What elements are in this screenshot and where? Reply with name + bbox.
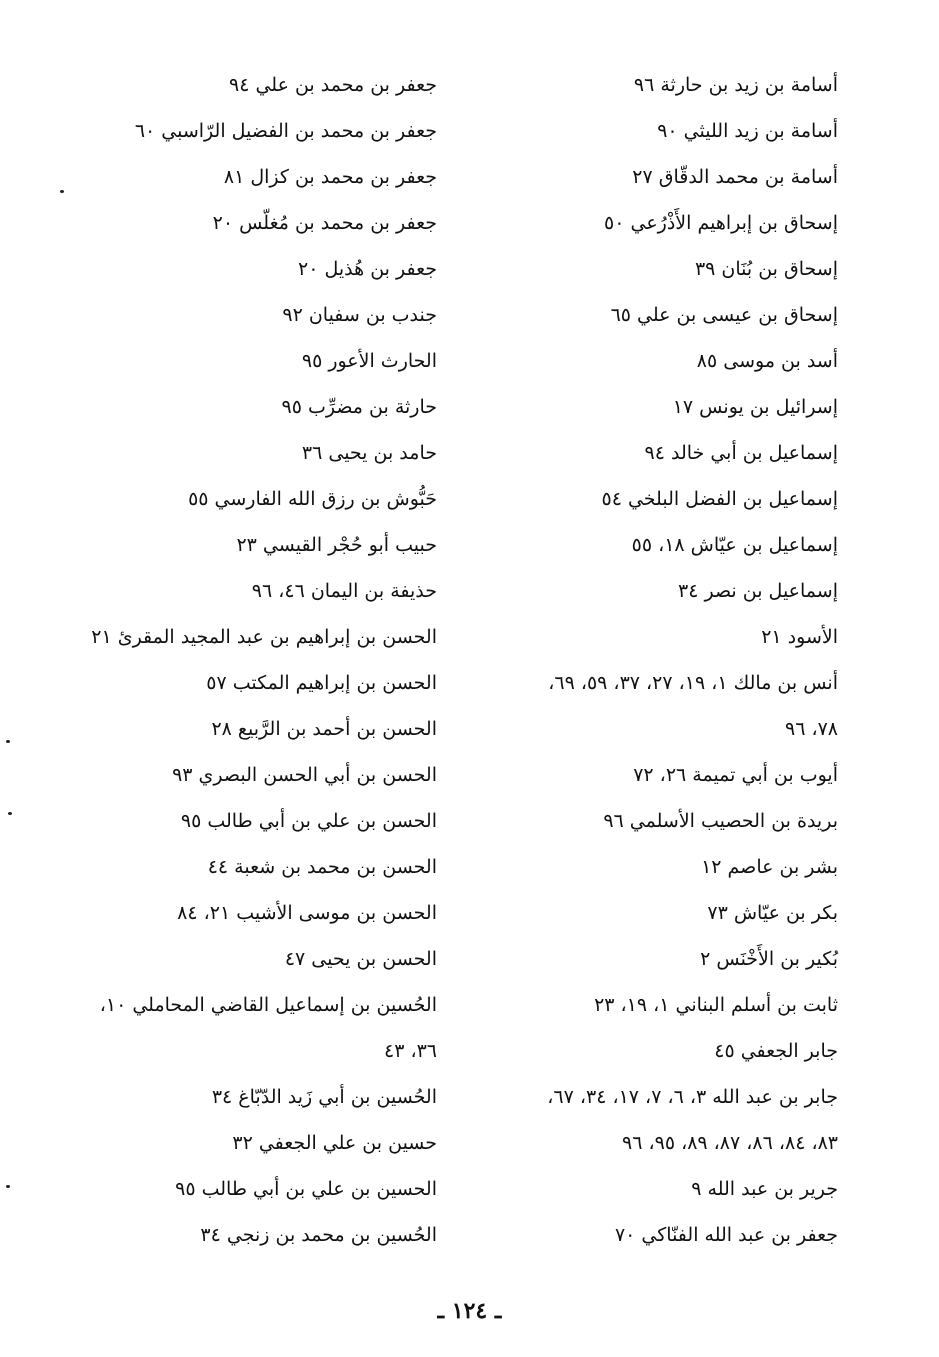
index-column-right bbox=[493, 62, 838, 1258]
index-entry: إسحاق بن بُنَان ٣٩ bbox=[694, 258, 838, 280]
index-entry: ٣٦، ٤٣ bbox=[383, 1040, 437, 1062]
index-entry: إسحاق بن إبراهيم الأَذْرُعي ٥٠ bbox=[604, 212, 838, 234]
index-entry: الحسن بن إبراهيم بن عبد المجيد المقرئ ٢١ bbox=[91, 626, 437, 648]
index-entry: الحسن بن أحمد بن الرَّبيع ٢٨ bbox=[211, 718, 437, 740]
margin-speck bbox=[6, 1185, 10, 1188]
index-entry: جعفر بن محمد بن كزال ٨١ bbox=[223, 166, 437, 188]
index-entry: الحسن بن محمد بن شعبة ٤٤ bbox=[207, 856, 437, 878]
index-entry: إسماعيل بن نصر ٣٤ bbox=[678, 580, 838, 602]
index-entry: أسامة بن زيد بن حارثة ٩٦ bbox=[633, 74, 838, 96]
margin-speck bbox=[60, 190, 64, 193]
index-entry: إسحاق بن عيسى بن علي ٦٥ bbox=[610, 304, 838, 326]
index-entry: أسامة بن زيد الليثي ٩٠ bbox=[657, 120, 838, 142]
index-entry: أسامة بن محمد الدقّاق ٢٧ bbox=[632, 166, 838, 188]
index-entry: إسماعيل بن عيّاش ١٨، ٥٥ bbox=[631, 534, 838, 556]
index-entry: بريدة بن الحصيب الأسلمي ٩٦ bbox=[603, 810, 838, 832]
index-entry: جعفر بن محمد بن الفضيل الرّاسبي ٦٠ bbox=[134, 120, 437, 142]
index-entry: ثابت بن أسلم البناني ١، ١٩، ٢٣ bbox=[594, 994, 838, 1016]
index-entry: جرير بن عبد الله ٩ bbox=[691, 1178, 838, 1200]
index-entry: أنس بن مالك ١، ١٩، ٢٧، ٣٧، ٥٩، ٦٩، bbox=[548, 672, 838, 694]
index-entry: الحسن بن إبراهيم المكتب ٥٧ bbox=[206, 672, 437, 694]
margin-speck bbox=[8, 812, 12, 815]
index-entry: جعفر بن محمد بن علي ٩٤ bbox=[229, 74, 437, 96]
margin-speck bbox=[6, 740, 10, 743]
index-entry: ٨٣، ٨٤، ٨٦، ٨٧، ٨٩، ٩٥، ٩٦ bbox=[622, 1132, 838, 1154]
index-entry: جعفر بن عبد الله الفنّاكي ٧٠ bbox=[614, 1224, 838, 1246]
index-entry: جعفر بن هُذيل ٢٠ bbox=[298, 258, 437, 280]
index-entry: الأسود ٢١ bbox=[761, 626, 838, 648]
index-column-left bbox=[37, 62, 437, 1258]
index-entry: إسرائيل بن يونس ١٧ bbox=[672, 396, 838, 418]
index-entry: الحسين بن علي بن أبي طالب ٩٥ bbox=[175, 1178, 437, 1200]
index-entry: الحارث الأعور ٩٥ bbox=[301, 350, 437, 372]
index-entry: حامد بن يحيى ٣٦ bbox=[301, 442, 437, 464]
index-entry: الحسن بن يحيى ٤٧ bbox=[284, 948, 437, 970]
page-number: ـ ١٢٤ ـ bbox=[437, 1298, 502, 1324]
index-entry: الحُسين بن إسماعيل القاضي المحاملي ١٠، bbox=[99, 994, 437, 1016]
index-entry: أسد بن موسى ٨٥ bbox=[696, 350, 838, 372]
index-entry: حبيب أبو حُجْر القيسي ٢٣ bbox=[236, 534, 437, 556]
index-entry: إسماعيل بن أبي خالد ٩٤ bbox=[644, 442, 838, 464]
index-entry: الحُسين بن أبي زَيد الدّبّاغ ٣٤ bbox=[211, 1086, 437, 1108]
index-entry: الحسن بن أبي الحسن البصري ٩٣ bbox=[172, 764, 437, 786]
index-entry: ٧٨، ٩٦ bbox=[784, 718, 838, 740]
index-entry: جندب بن سفيان ٩٢ bbox=[282, 304, 437, 326]
index-entry: أيوب بن أبي تميمة ٢٦، ٧٢ bbox=[633, 764, 838, 786]
index-entry: حَبُّوش بن رزق الله الفارسي ٥٥ bbox=[188, 488, 437, 510]
index-entry: الحسن بن علي بن أبي طالب ٩٥ bbox=[180, 810, 437, 832]
index-entry: حسين بن علي الجعفي ٣٢ bbox=[232, 1132, 437, 1154]
index-entry: بكر بن عيّاش ٧٣ bbox=[707, 902, 838, 924]
index-entry: جعفر بن محمد بن مُغلّس ٢٠ bbox=[212, 212, 437, 234]
index-entry: حارثة بن مضرِّب ٩٥ bbox=[281, 396, 437, 418]
index-entry: بُكير بن الأَخْنَس ٢ bbox=[700, 948, 838, 970]
index-entry: إسماعيل بن الفضل البلخي ٥٤ bbox=[601, 488, 838, 510]
index-entry: بشر بن عاصم ١٢ bbox=[701, 856, 838, 878]
index-entry: حذيفة بن اليمان ٤٦، ٩٦ bbox=[251, 580, 437, 602]
index-entry: جابر الجعفي ٤٥ bbox=[714, 1040, 838, 1062]
index-entry: الحُسين بن محمد بن زنجي ٣٤ bbox=[200, 1224, 437, 1246]
index-entry: الحسن بن موسى الأشيب ٢١، ٨٤ bbox=[177, 902, 437, 924]
index-entry: جابر بن عبد الله ٣، ٦، ٧، ١٧، ٣٤، ٦٧، bbox=[547, 1086, 838, 1108]
